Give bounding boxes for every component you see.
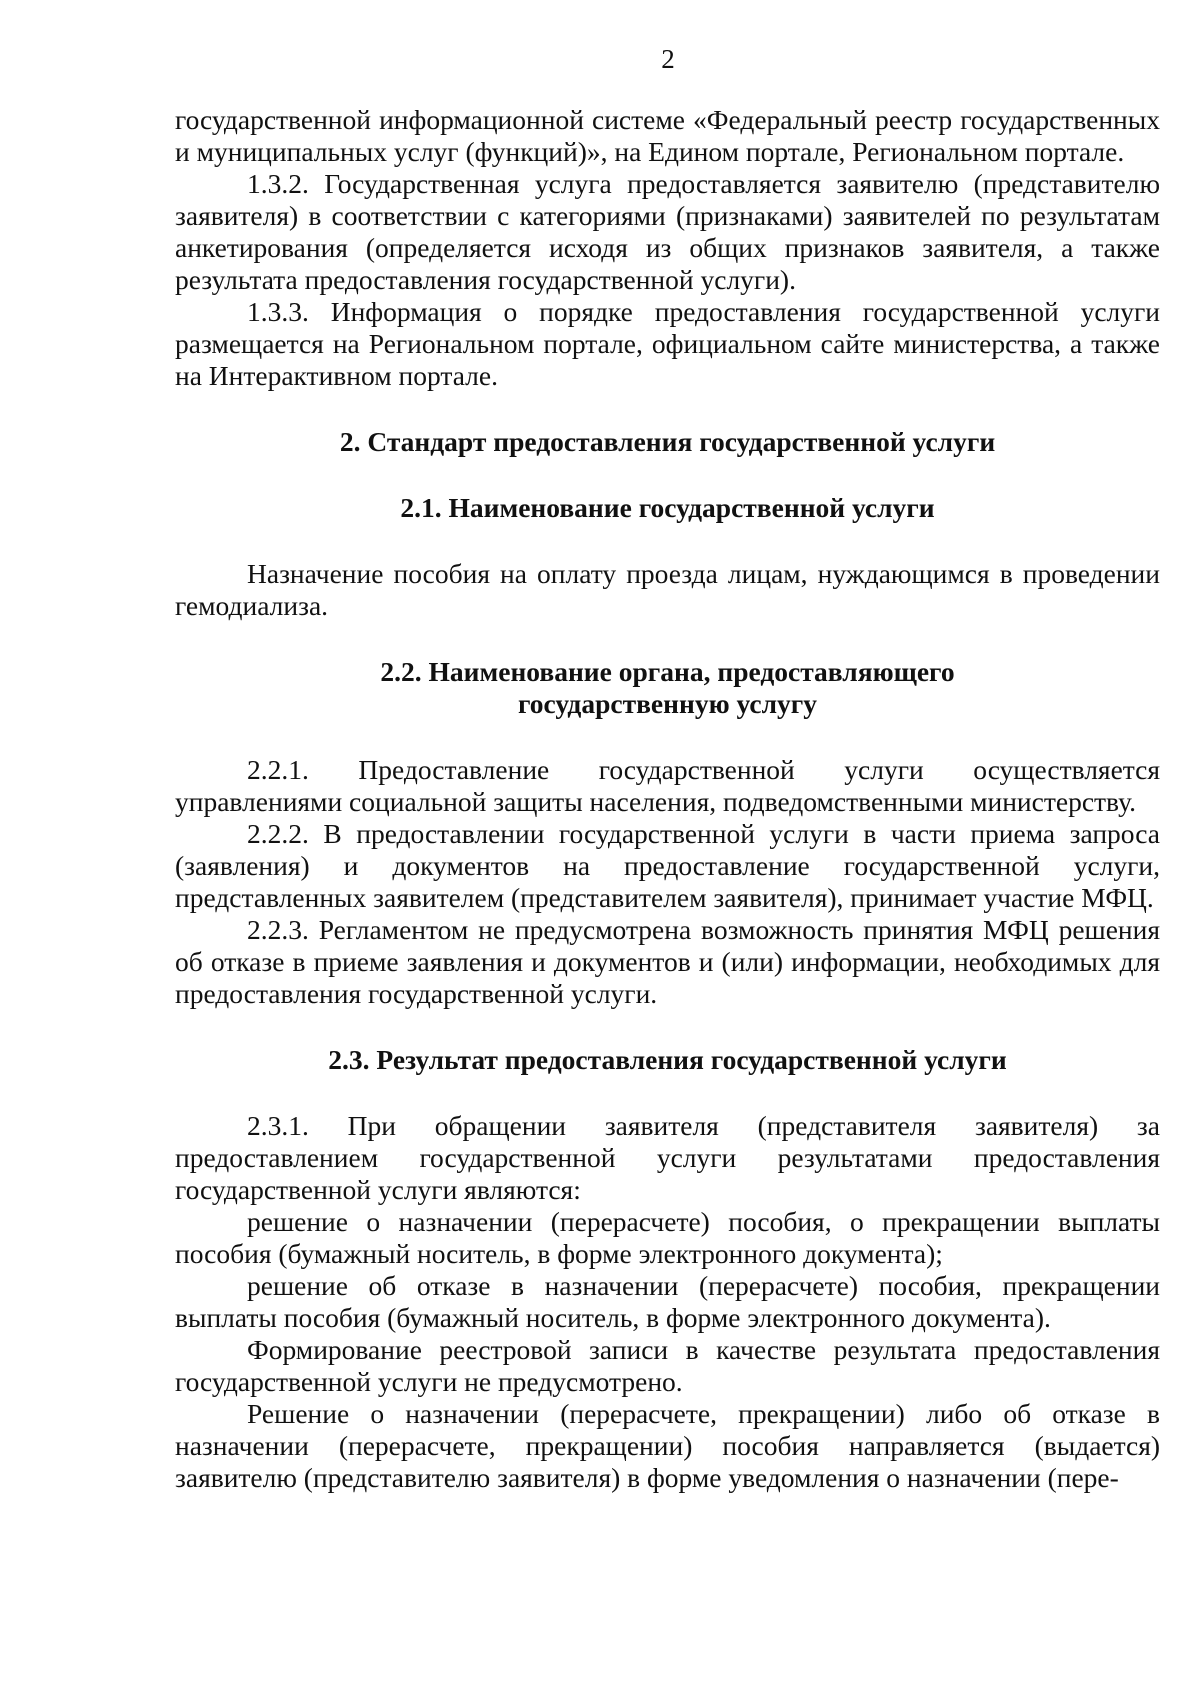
paragraph-2-2-1: 2.2.1. Предоставление государственной услуги осуществляется управлениями социальной защиты населения, подведомственными министерству.	[175, 754, 1160, 817]
paragraph-1-3-2: 1.3.2. Государственная услуга предоставляется заявителю (представителю заявителя) в соответствии с категориями (признаками) заявителей по результатам анкетирования (определяется исходя из общих признаков заявителя, а также результата предоставления государственной услуги).	[175, 168, 1160, 295]
paragraph-intro: государственной информационной системе «Федеральный реестр государственных и муниципальных услуг (функций)», на Едином портале, Региональном портале.	[175, 104, 1160, 167]
paragraph-2-2-2: 2.2.2. В предоставлении государственной услуги в части приема запроса (заявления) и документов на предоставление государственной услуги, представленных заявителем (представителем заявителя), принимает участие МФЦ.	[175, 818, 1160, 913]
paragraph-2-2-3: 2.2.3. Регламентом не предусмотрена возможность принятия МФЦ решения об отказе в приеме заявления и документов и (или) информации, необходимых для предоставления государственной услуги.	[175, 914, 1160, 1009]
paragraph-1-3-3: 1.3.3. Информация о порядке предоставления государственной услуги размещается на Региональном портале, официальном сайте министерства, а также на Интерактивном портале.	[175, 296, 1160, 391]
paragraph-registry: Формирование реестровой записи в качестве результата предоставления государственной услуги не предусмотрено.	[175, 1334, 1160, 1397]
paragraph-decision-grant: решение о назначении (перерасчете) пособия, о прекращении выплаты пособия (бумажный носитель, в форме электронного документа);	[175, 1206, 1160, 1269]
page-number: 2	[661, 44, 675, 74]
section-heading-2-2-line2: государственную услугу	[518, 688, 817, 719]
paragraph-decision-refuse: решение об отказе в назначении (перерасчете) пособия, прекращении выплаты пособия (бумажный носитель, в форме электронного документа).	[175, 1270, 1160, 1333]
paragraph-2-1: Назначение пособия на оплату проезда лицам, нуждающимся в проведении гемодиализа.	[175, 558, 1160, 621]
section-heading-2-2-line1: 2.2. Наименование органа, предоставляющего	[380, 656, 955, 687]
section-heading-2-1: 2.1. Наименование государственной услуги	[400, 492, 935, 523]
section-heading-2-3: 2.3. Результат предоставления государственной услуги	[328, 1044, 1007, 1075]
document-body	[175, 104, 1160, 1494]
paragraph-notice: Решение о назначении (перерасчете, прекращении) либо об отказе в назначении (перерасчете, прекращении) пособия направляется (выдается) заявителю (представителю заявителя) в форме уведомления о назначении (пере-	[175, 1398, 1160, 1493]
section-heading-2: 2. Стандарт предоставления государственной услуги	[339, 426, 996, 457]
paragraph-2-3-1: 2.3.1. При обращении заявителя (представителя заявителя) за предоставлением государственной услуги результатами предоставления государственной услуги являются:	[175, 1110, 1160, 1205]
